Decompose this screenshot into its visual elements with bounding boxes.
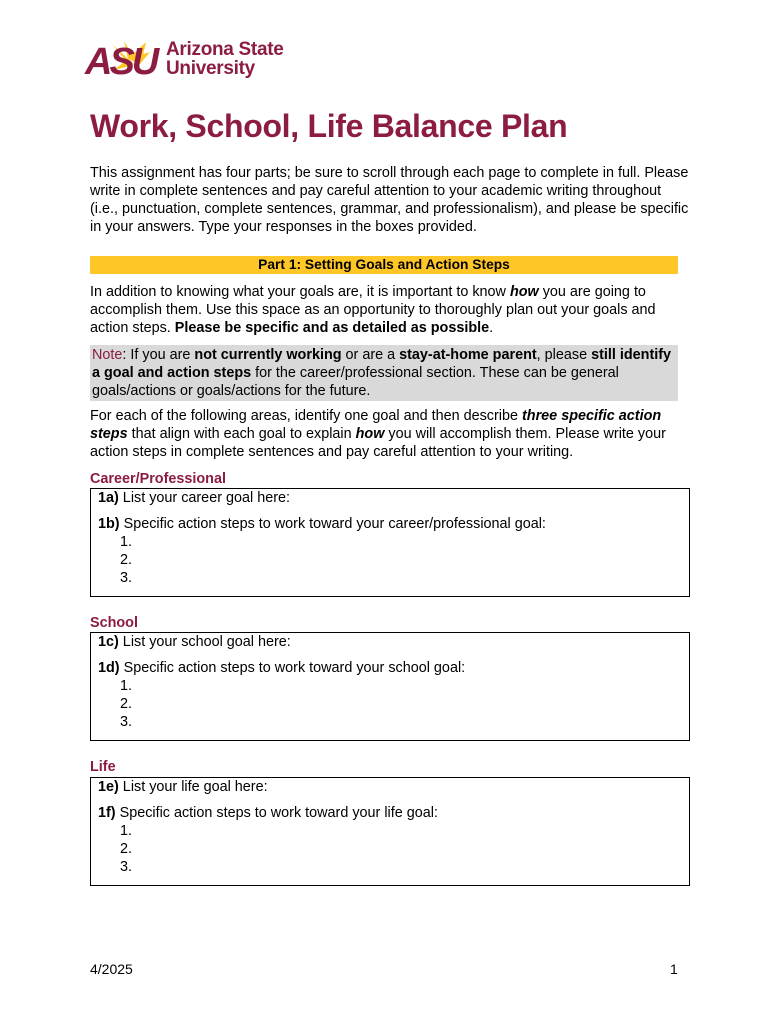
section-heading-school: School (90, 615, 138, 631)
asu-logo (84, 40, 294, 82)
instructions-text-2: that align with each goal to explain (127, 426, 356, 442)
steps-number: 1d) (98, 660, 120, 676)
note-bold-1: not currently working (194, 347, 342, 363)
goal-number: 1c) (98, 634, 119, 650)
note-text-1: : If you are (122, 347, 195, 363)
steps-prompt-1b (98, 515, 546, 533)
goal-label: List your career goal here: (118, 490, 290, 506)
goals-emphasis-specific: Please be specific and as detailed as possible (174, 320, 490, 336)
goal-prompt-1a (98, 489, 290, 507)
response-box-school[interactable] (90, 632, 690, 741)
steps-number: 1f) (98, 805, 116, 821)
note-bold-3: still identify a goal and action steps (92, 347, 672, 381)
note-text-2: or are a (341, 347, 400, 363)
goal-number: 1e) (98, 779, 119, 795)
list-item[interactable]: 2. (120, 841, 133, 857)
footer-date: 4/2025 (90, 961, 133, 977)
note-bold-2: stay-at-home parent (399, 347, 537, 363)
goals-emphasis-how: how (509, 284, 539, 300)
instructions-emphasis-how: how (355, 426, 385, 442)
action-steps-list (120, 677, 132, 731)
steps-label: Specific action steps to work toward your career/professional goal: (119, 516, 546, 532)
list-item[interactable]: 1. (120, 534, 133, 550)
note-callout (90, 345, 678, 401)
steps-label: Specific action steps to work toward your life goal: (115, 805, 438, 821)
page-number: 1 (670, 961, 678, 977)
action-steps-list (120, 533, 132, 587)
goal-number: 1a) (98, 490, 119, 506)
asu-sunburst-logo-icon (84, 40, 162, 78)
goal-label: List your life goal here: (118, 779, 268, 795)
note-text-3: , please (536, 347, 592, 363)
steps-number: 1b) (98, 516, 120, 532)
list-item[interactable]: 1. (120, 678, 133, 694)
goals-text-3: . (489, 320, 494, 336)
instructions-text-3: you will accomplish them. Please write your action steps in complete sentences and pay careful attention to your writing. (90, 426, 666, 460)
list-item[interactable]: 2. (120, 696, 133, 712)
response-box-life[interactable] (90, 777, 690, 886)
action-steps-list (120, 822, 132, 876)
goals-paragraph (90, 283, 690, 337)
steps-label: Specific action steps to work toward your school goal: (119, 660, 466, 676)
logo-line-1: Arizona State (166, 39, 284, 60)
goal-label: List your school goal here: (118, 634, 291, 650)
steps-prompt-1d (98, 659, 465, 677)
steps-prompt-1f (98, 804, 438, 822)
note-text-4: for the career/professional section. These can be general goals/actions or goals/actions for the future. (92, 365, 619, 399)
note-label: Note (92, 347, 123, 363)
response-box-career[interactable] (90, 488, 690, 597)
list-item[interactable]: 2. (120, 552, 133, 568)
instructions-text-1: For each of the following areas, identify one goal and then describe (90, 408, 522, 424)
list-item[interactable]: 3. (120, 859, 133, 875)
list-item[interactable]: 3. (120, 570, 133, 586)
asu-mark-text: ASU (85, 41, 157, 78)
list-item[interactable]: 1. (120, 823, 133, 839)
section-heading-life: Life (90, 759, 116, 775)
part1-banner: Part 1: Setting Goals and Action Steps (90, 256, 678, 274)
goals-text-1: In addition to knowing what your goals are, it is important to know (90, 284, 510, 300)
goal-prompt-1e (98, 778, 268, 796)
goal-prompt-1c (98, 633, 291, 651)
section-heading-career: Career/Professional (90, 471, 226, 487)
intro-paragraph: This assignment has four parts; be sure to scroll through each page to complete in full. Please write in complete sentences and pay careful attention to your academic writing throughout (i.e., punctuation, complete sentences, grammar, and professionalism), and please be specific in your answers. Type your responses in the boxes provided. (90, 165, 689, 235)
list-item[interactable]: 3. (120, 714, 133, 730)
logo-line-2: University (166, 58, 255, 79)
instructions-paragraph (90, 407, 690, 461)
page-title: Work, School, Life Balance Plan (90, 108, 568, 144)
instructions-emphasis-three: three specific action steps (90, 408, 662, 442)
goals-text-2: you are going to accomplish them. Use this space as an opportunity to thoroughly plan out your goals and action steps. (90, 284, 656, 336)
